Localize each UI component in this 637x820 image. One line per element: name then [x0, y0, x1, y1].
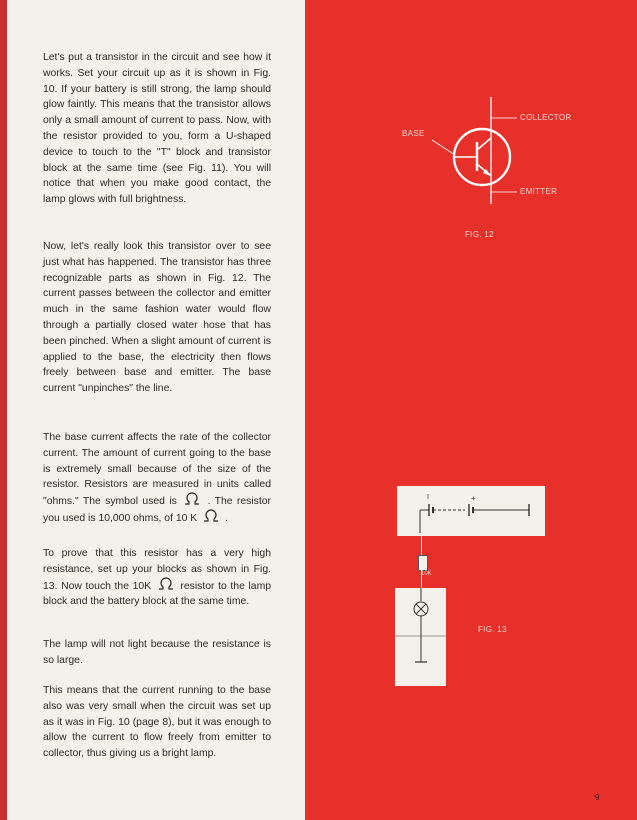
ohms-text-2: . The resistor you used is 10,000 ohms, of 10 K	[43, 496, 271, 524]
ohms-text-3: .	[225, 512, 228, 524]
ohm-symbol-icon	[184, 493, 200, 505]
paragraph-2: Now, let's really look this transistor over to see just what has happened. The transistor has three recognizable parts as shown in Fig. 12. The current passes between the collector and emitter much in the same fashion water would flow through a partially closed water hose that has been pinched. When a slight amount of current is applied to the base, the electricity then flows freely between base and emitter. The base current "unpinches" the line.	[43, 241, 271, 395]
paragraph-4-text: To prove that this resistor has a very high resistance, set up your blocks as shown in Fig. 13. Now touch the 10K	[43, 548, 271, 592]
fig-12-caption: FIG. 12	[465, 230, 494, 239]
page-edge	[0, 0, 7, 820]
ohm-symbol-icon	[158, 578, 174, 590]
transistor-symbol-icon	[305, 0, 637, 260]
ohms-text-1: The base current affects the rate of the collector current. The amount of current going to the base is extremely small because of the size of the resistor. Resistors are measured in units called "ohms." The symbol used is	[43, 432, 271, 508]
page-number: 9	[595, 793, 600, 802]
connector-line	[421, 536, 422, 555]
paragraph-1: Let's put a transistor in the circuit and see how it works. Set your circuit up as it is shown in Fig. 10. If your battery is still strong, the lamp should glow faintly. This means that the transistor allows only a small amount of current to pass. Now, with the resistor provided to you, form a U-shaped device to touch to the "T" block and transistor block at the same time (see Fig. 11). You will notice that when you make good contact, the lamp glows with full brightness.	[43, 52, 271, 206]
resistor-icon	[418, 555, 428, 571]
ohm-symbol-icon	[203, 510, 219, 522]
resistor-label: 10K	[421, 571, 432, 577]
right-figure-column	[305, 0, 637, 820]
paragraph-4-tail: resistor to the lamp block and the battery block at the same time.	[43, 580, 272, 608]
plus-sign: +	[471, 494, 476, 503]
emitter-label: EMITTER	[520, 187, 558, 196]
paragraph-5: The lamp will not light because the resistance is so large.	[43, 639, 271, 666]
lamp-circuit-icon	[395, 588, 446, 686]
paragraph-3	[43, 430, 271, 527]
minus-sign: I	[427, 494, 429, 501]
base-label: BASE	[402, 129, 425, 138]
paragraph-6: This means that the current running to the base also was very small when the circuit was set up as it was in Fig. 10 (page 8), but it was enough to allow the current to flow freely from emitter to collector, thus giving us a bright lamp.	[43, 685, 271, 760]
collector-label: COLLECTOR	[520, 113, 572, 122]
paragraph-4	[43, 546, 271, 610]
fig-13-caption: FIG. 13	[478, 625, 507, 634]
battery-block	[397, 486, 545, 536]
lamp-block	[395, 588, 446, 686]
left-text-column	[0, 0, 305, 820]
